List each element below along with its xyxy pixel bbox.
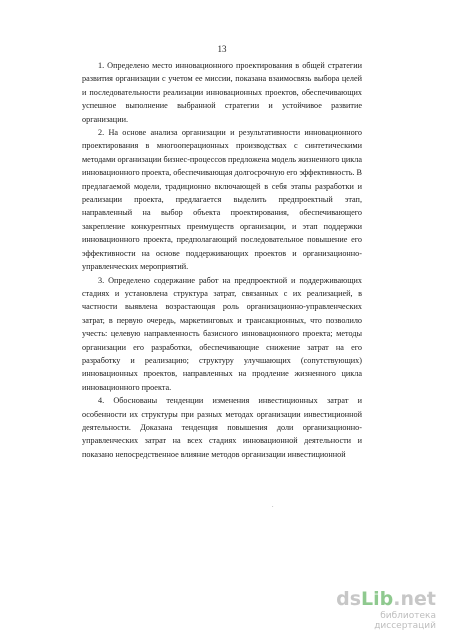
- dslib-watermark-logo: [316, 589, 436, 629]
- page-number: 13: [217, 44, 227, 54]
- paragraph-4: 4. Обоснованы тенденции изменения инвестиционных затрат и особенности их структуры при разных методах организации инвестиционной деятельности. Доказана тенденция повышения доли организационно-управленческих затрат на всех стадиях инновационной деятельности и показано непосредственное влияние методов организации инвестиционной: [82, 396, 362, 459]
- paragraph-1: 1. Определено место инновационного проектирования в общей стратегии развития организации с учетом ее миссии, показана взаимосвязь выбора целей и последовательности реализации инновационных проектов, обеспечивающих успешное выполнение выбранной стратегии и устойчивое развитие организации.: [82, 61, 362, 124]
- watermark-brand: [316, 589, 436, 609]
- watermark-brand-net: net: [400, 588, 436, 610]
- watermark-brand-lib: Lib: [361, 588, 394, 610]
- document-body: [82, 59, 362, 461]
- watermark-brand-ds: ds: [336, 588, 362, 610]
- watermark-brand-dot: .: [393, 588, 401, 610]
- watermark-subtitle: библиотека диссертаций: [374, 611, 436, 631]
- paragraph-3: 3. Определено содержание работ на предпроектной и поддерживающих стадиях и установлена структура затрат, связанных с их реализацией, в частности выявлена возрастающая роль организационно-управленческих затрат, в первую очередь, маркетинговых и трансакционных, что позволило учесть: целевую направленность базисного инновационного проекта; методы организации его разработки, обеспечивающие снижение затрат на его разработку и реализацию; структуру улучшающих (сопутствующих) инновационных проектов, направленных на продление жизненного цикла инновационного проекта.: [82, 275, 362, 392]
- paragraph-2: 2. На основе анализа организации и результативности инновационного проектирования в многооперационных производствах с синтетическими методами организации бизнес-процессов предложена модель жизненного цикла инновационного проекта, обеспечивающая долгосрочную его эффективность. В предлагаемой модели, традиционно включающей в себя этапы разработки и реализации проекта, предлагается выделить предпроектный этап, направленный на выбор объекта проектирования, обеспечивающего закрепление конкурентных преимуществ организации, и этап поддержки инновационного проекта, предполагающий последовательное повышение его эффективности на основе поддерживающих проектов и организационно-управленческих мероприятий.: [82, 128, 362, 272]
- stray-dot: .: [272, 503, 274, 509]
